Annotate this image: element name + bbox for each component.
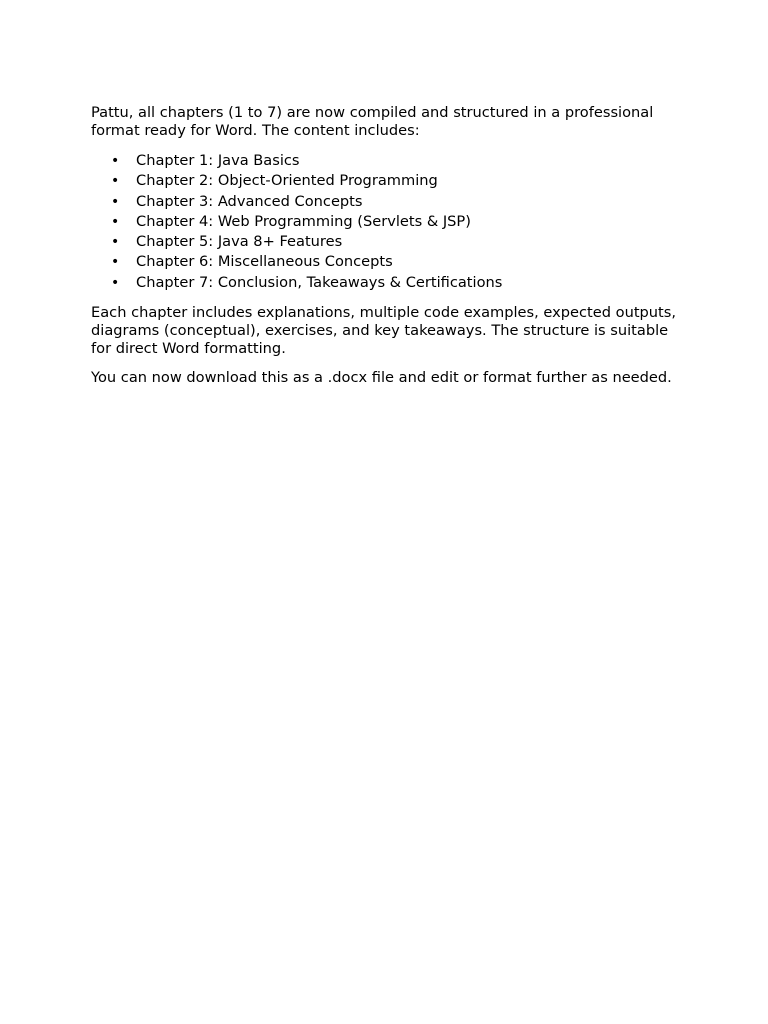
list-item	[91, 252, 691, 272]
bullet-icon: •	[111, 213, 120, 230]
bullet-icon: •	[111, 274, 120, 291]
description-paragraph: Each chapter includes explanations, multiple code examples, expected outputs, diagrams (conceptual), exercises, and key takeaways. The structure is suitable for direct Word formatting.	[91, 304, 677, 358]
chapter-label: Chapter 7: Conclusion, Takeaways & Certifications	[136, 273, 503, 291]
bullet-icon: •	[111, 153, 120, 169]
chapter-label: Chapter 1: Java Basics	[136, 152, 300, 169]
document-body	[91, 104, 691, 387]
bullet-icon: •	[111, 173, 120, 190]
list-item	[91, 151, 691, 171]
list-item	[91, 273, 691, 293]
chapter-list	[91, 151, 691, 293]
chapter-label: Chapter 3: Advanced Concepts	[136, 192, 363, 210]
list-item	[91, 232, 691, 252]
list-item	[91, 192, 691, 212]
bullet-icon: •	[111, 193, 120, 210]
bullet-icon: •	[111, 234, 120, 251]
bullet-icon: •	[111, 254, 120, 271]
chapter-label: Chapter 4: Web Programming (Servlets & JSP)	[136, 212, 471, 230]
closing-paragraph: You can now download this as a .docx file and edit or format further as needed.	[91, 369, 672, 387]
chapter-label: Chapter 5: Java 8+ Features	[136, 233, 343, 251]
chapter-label: Chapter 2: Object-Oriented Programming	[136, 172, 438, 190]
list-item	[91, 171, 691, 191]
list-item	[91, 212, 691, 232]
chapter-label: Chapter 6: Miscellaneous Concepts	[136, 253, 393, 271]
intro-paragraph: Pattu, all chapters (1 to 7) are now compiled and structured in a professional format ready for Word. The content includes:	[91, 104, 654, 139]
